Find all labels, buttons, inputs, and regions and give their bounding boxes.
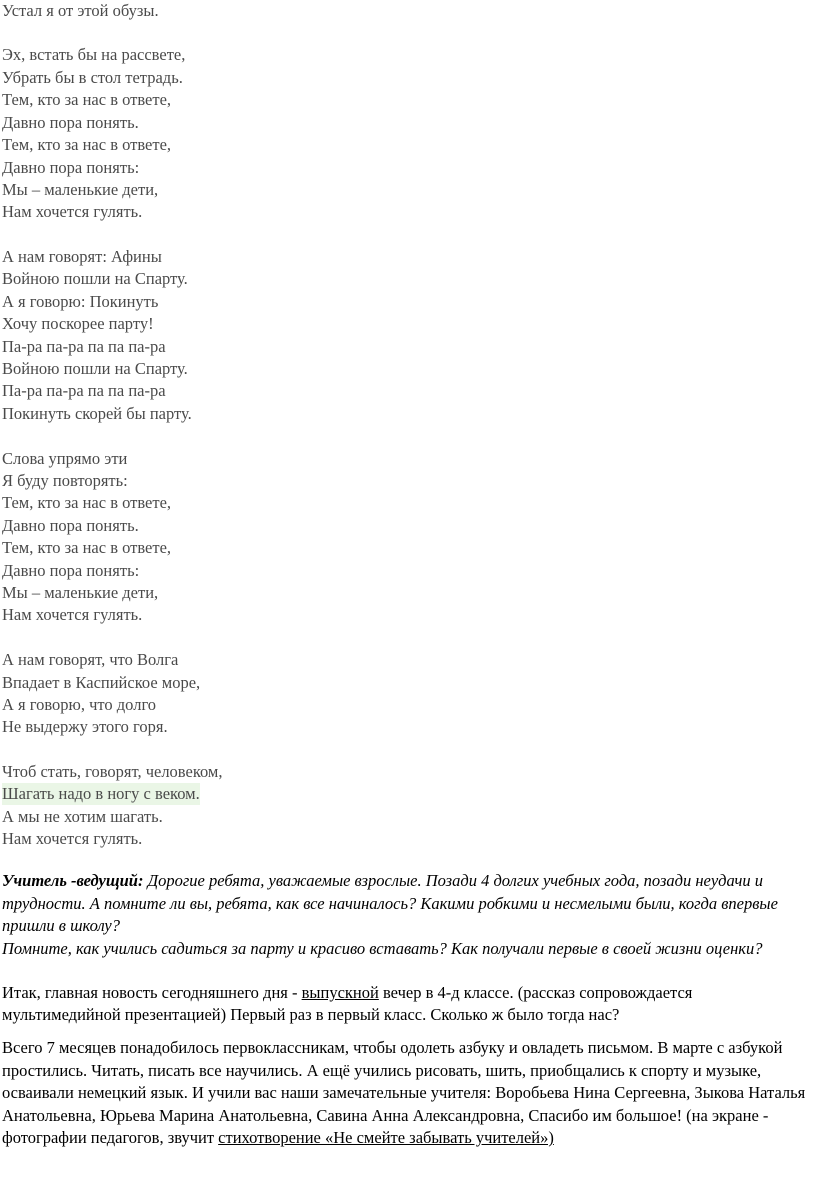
poem-line: Эх, встать бы на рассвете, — [2, 45, 186, 64]
months-text: Всего 7 месяцев понадобилось первоклассникам, чтобы одолеть азбуку и овладеть письмом. В марте с азбукой простились. Читать, писать все научились. А ещё учились рисовать, шить, приобщались к спорту и музыке, осваивали немецкий язык. И учили вас наши замечательные учителя: Воробьева Нина Сергеевна, Зыкова Наталья Анатольевна, Юрьева Марина Анатольевна, Савина Анна Александровна, Спасибо им большое! (на экране - фотографии педагогов, звучит — [2, 1038, 806, 1147]
poem-line: Па-ра па-ра па па па-ра — [2, 381, 166, 400]
poem-line: Давно пора понять: — [2, 561, 140, 580]
poem-line: А я говорю, что долго — [2, 695, 157, 714]
poem-line: Нам хочется гулять. — [2, 829, 143, 848]
poem-line: Я буду повторять: — [2, 471, 128, 490]
poem-line: Войною пошли на Спарту. — [2, 359, 188, 378]
poem-line: Устал я от этой обузы. — [2, 1, 159, 20]
poem-line: А нам говорят, что Волга — [2, 650, 179, 669]
poem-line: Войною пошли на Спарту. — [2, 269, 188, 288]
poem-line: Давно пора понять. — [2, 113, 139, 132]
speech-text-2: Помните, как учились садиться за парту и красиво вставать? Как получали первые в своей жизни оценки? — [2, 938, 763, 958]
poem-line: Тем, кто за нас в ответе, — [2, 135, 172, 154]
poem-line-highlighted: Шагать надо в ногу с веком. — [2, 784, 200, 803]
poem-line: Впадает в Каспийское море, — [2, 673, 201, 692]
speech-text: Дорогие ребята, уважаемые взрослые. Позади 4 долгих учебных года, позади неудачи и трудности. А помните ли вы, ребята, как все начиналось? Какими робкими и несмелыми были, когда впервые пришли в школу? — [2, 871, 778, 935]
months-paragraph — [2, 1037, 812, 1150]
poem-line: Давно пора понять. — [2, 516, 139, 535]
poem-line: Па-ра па-ра па па па-ра — [2, 337, 166, 356]
poem-line: Тем, кто за нас в ответе, — [2, 90, 172, 109]
news-text-after: вечер в 4-д классе. (рассказ сопровождается мультимедийной презентацией) Первый раз в первый класс. Сколько ж было тогда нас? — [2, 983, 693, 1024]
poem-line: Мы – маленькие дети, — [2, 180, 159, 199]
poem-line: Тем, кто за нас в ответе, — [2, 493, 172, 512]
poem-line: Нам хочется гулять. — [2, 202, 143, 221]
poem-link[interactable]: стихотворение «Не смейте забывать учителей») — [218, 1128, 554, 1147]
poem-line: А я говорю: Покинуть — [2, 292, 159, 311]
speaker-role: Учитель -ведущий: — [2, 871, 144, 890]
poem-line: Тем, кто за нас в ответе, — [2, 538, 172, 557]
graduation-link[interactable]: выпускной — [301, 983, 379, 1002]
poem-line: А мы не хотим шагать. — [2, 807, 163, 826]
poem-line: А нам говорят: Афины — [2, 247, 162, 266]
poem-line: Хочу поскорее парту! — [2, 314, 154, 333]
poem-line: Слова упрямо эти — [2, 449, 128, 468]
news-paragraph — [2, 982, 812, 1026]
poem-line: Не выдержу этого горя. — [2, 717, 168, 736]
poem-line: Убрать бы в стол тетрадь. — [2, 68, 183, 87]
poem-line: Мы – маленькие дети, — [2, 583, 159, 602]
poem-line: Нам хочется гулять. — [2, 605, 143, 624]
poem-line: Давно пора понять: — [2, 158, 140, 177]
poem-line: Покинуть скорей бы парту. — [2, 404, 192, 423]
teacher-speech — [2, 870, 812, 960]
news-text-before: Итак, главная новость сегодняшнего дня - — [2, 983, 302, 1002]
poem-line: Чтоб стать, говорят, человеком, — [2, 762, 223, 781]
